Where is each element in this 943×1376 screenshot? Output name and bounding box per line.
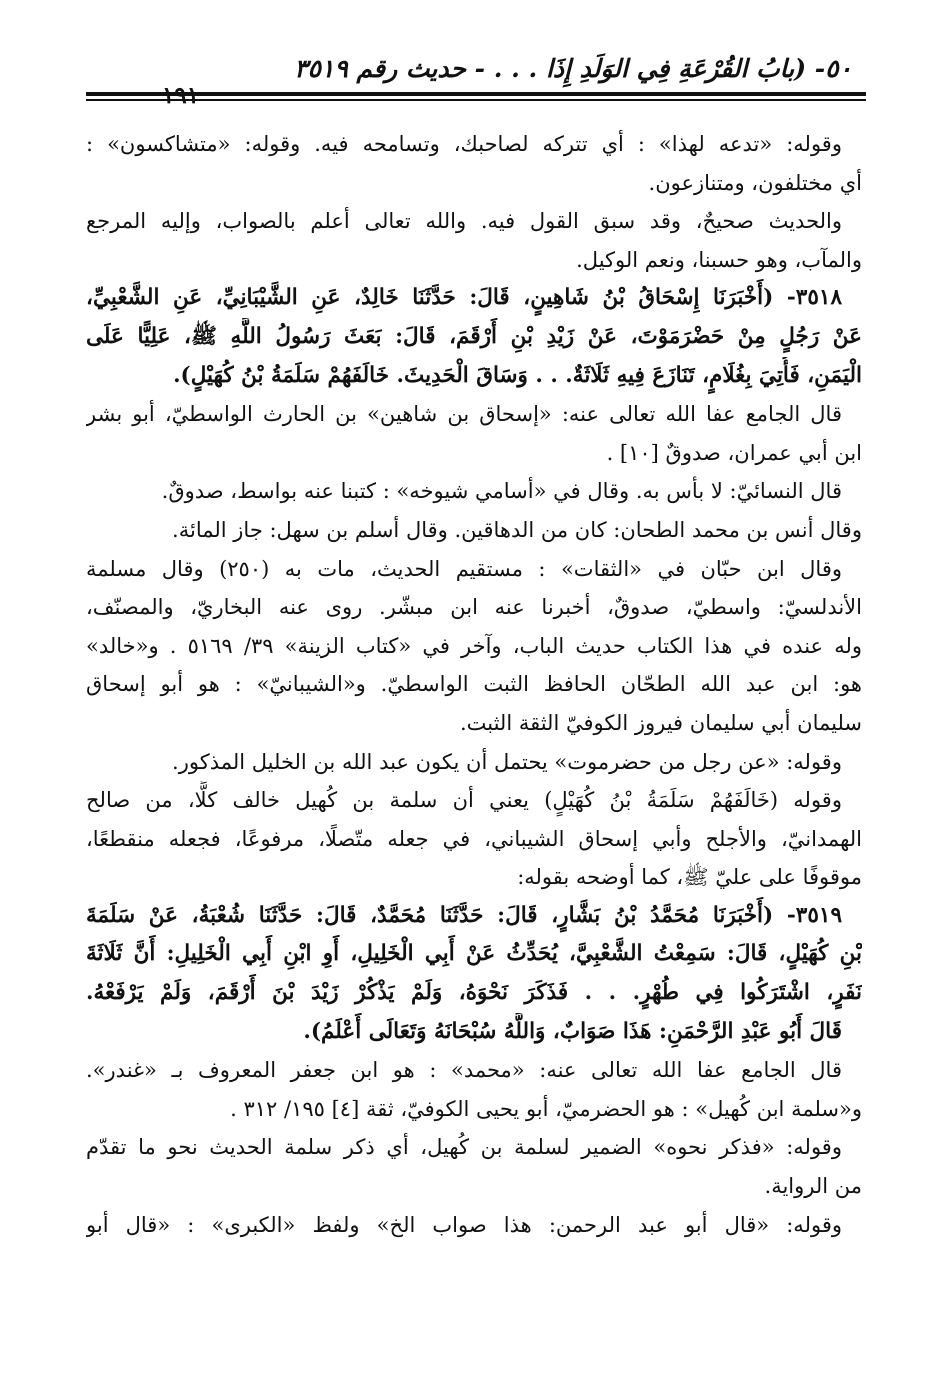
text-line: موقوفًا على عليّ ﷺ، كما أوضحه بقوله:: [517, 865, 862, 890]
hadith-line: ٣٥١٨- (أَخْبَرَنَا إِسْحَاقُ بْنُ شَاهِينٍ، قَالَ: حَدَّثَنَا خَالِدٌ، عَنِ الشَّيْبَانِيِّ، عَنِ الشَّعْبِيِّ،: [86, 285, 842, 311]
text-line: وقوله: «عن رجل من حضرموت» يحتمل أن يكون عبد الله بن الخليل المذكور.: [172, 749, 842, 774]
text-line: وقال أنس بن محمد الطحان: كان من الدهاقين. وقال أسلم بن سهل: جاز المائة.: [172, 517, 862, 542]
text-line: سليمان أبي سليمان فيروز الكوفيّ الثقة الثبت.: [459, 710, 862, 735]
running-title: ٥٠- (بابُ القُرْعَةِ فِي الوَلَدِ إِذَا . . . - حديث رقم ٣٥١٩: [294, 54, 852, 83]
text-line: قال الجامع عفا الله تعالى عنه: «إسحاق بن شاهين» بن الحارث الواسطيّ، أبو بشر: [86, 402, 842, 427]
page-body: [86, 125, 862, 1244]
hadith-line: قَالَ أَبُو عَبْدِ الرَّحْمَنِ: هَذَا صَوَابٌ، وَاللَّهُ سُبْحَانَهُ وَتَعَالَى أَعْلَمُ).: [303, 1018, 842, 1044]
text-line: الهمدانيّ، والأجلح وأبي إسحاق الشيباني، في جعله متّصلًا، مرفوعًا، فجعله منقطعًا،: [86, 826, 862, 851]
text-line: ابن أبي عمران، صدوقٌ [١٠] .: [606, 440, 862, 465]
text-line: وقوله: «فذكر نحوه» الضمير لسلمة بن كُهيل، أي ذكر سلمة الحديث نحو ما تقدّم: [86, 1135, 842, 1160]
text-line: الأندلسيّ: واسطيّ، صدوقٌ، أخبرنا عنه ابن مبشّر. روى عنه البخاريّ، والمصنّف،: [86, 595, 862, 620]
page-header: [86, 52, 866, 108]
hadith-line: ٣٥١٩- (أَخْبَرَنَا مُحَمَّدُ بْنُ بَشَّارٍ، قَالَ: حَدَّثَنَا مُحَمَّدٌ، قَالَ: حَدَّثَنَا شُعْبَةُ، عَنْ سَلَمَةَ: [86, 902, 842, 928]
hadith-line: بْنِ كُهَيْلٍ، قَالَ: سَمِعْتُ الشَّعْبِيَّ، يُحَدِّثُ عَنْ أَبِي الْخَلِيلِ، أَوِ ابْنِ أَبِي الْخَلِيلِ: أَنَّ ثَلَاثَةَ: [86, 941, 862, 967]
hadith-line: الْيَمَنِ، فَأُتِيَ بِغُلَامٍ، تَنَازَعَ فِيهِ ثَلَاثَةٌ. . . وَسَاقَ الْحَدِيثَ. خَالَفَهُمْ سَلَمَةُ بْنُ كُهَيْلٍ).: [173, 362, 862, 388]
text-line: من الرواية.: [764, 1174, 862, 1199]
header-rule-thin: [86, 99, 866, 101]
page-number: ١٩١: [162, 82, 200, 109]
text-line: والحديث صحيحٌ، وقد سبق القول فيه. والله تعالى أعلم بالصواب، وإليه المرجع: [86, 209, 842, 234]
text-line: وقوله: «قال أبو عبد الرحمن: هذا صواب الخ» ولفظ «الكبرى» : «قال أبو: [86, 1212, 842, 1237]
text-line: وقوله (خَالَفَهُمْ سَلَمَةُ بْنُ كُهَيْلٍ) يعني أن سلمة بن كُهيل خالف كلًّا، من صالح: [86, 788, 842, 813]
text-line: قال النسائيّ: لا بأس به. وقال في «أسامي شيوخه» : كتبنا عنه بواسط، صدوقٌ.: [161, 479, 842, 504]
text-line: قال الجامع عفا الله تعالى عنه: «محمد» : هو ابن جعفر المعروف بـ «غندر».: [86, 1058, 842, 1083]
text-line: أي مختلفون، ومتنازعون.: [648, 170, 862, 195]
text-line: وقوله: «تدعه لهذا» : أي تتركه لصاحبك، وتسامحه فيه. وقوله: «متشاكسون» :: [86, 132, 842, 156]
text-line: والمآب، وهو حسبنا، ونعم الوكيل.: [576, 247, 862, 272]
text-line: وقال ابن حبّان في «الثقات» : مستقيم الحديث، مات به (٢٥٠) وقال مسلمة: [86, 556, 843, 581]
text-line: وله عنده في هذا الكتاب حديث الباب، وآخر في «كتاب الزينة» ٣٩/ ٥١٦٩ . و«خالد»: [86, 633, 862, 658]
hadith-line: نَفَرٍ، اشْتَرَكُوا فِي طُهْرٍ. . . فَذَكَرَ نَحْوَهُ، وَلَمْ يَذْكُرْ زَيْدَ بْنَ أَرْقَمَ، وَلَمْ يَرْفَعْهُ.: [86, 980, 862, 1006]
hadith-line: عَنْ رَجُلٍ مِنْ حَضْرَمَوْتَ، عَنْ زَيْدِ بْنِ أَرْقَمَ، قَالَ: بَعَثَ رَسُولُ اللَّهِ ﷺ، عَلِيًّا عَلَى: [86, 323, 862, 349]
header-rule-thick: [86, 92, 866, 96]
text-line: هو: ابن عبد الله الطحّان الحافظ الثبت الواسطيّ. و«الشيبانيّ» : هو أبو إسحاق: [86, 672, 862, 697]
text-line: و«سلمة ابن كُهيل» : هو الحضرميّ، أبو يحيى الكوفيّ، ثقة [٤] ١٩٥/ ٣١٢ .: [230, 1096, 862, 1121]
